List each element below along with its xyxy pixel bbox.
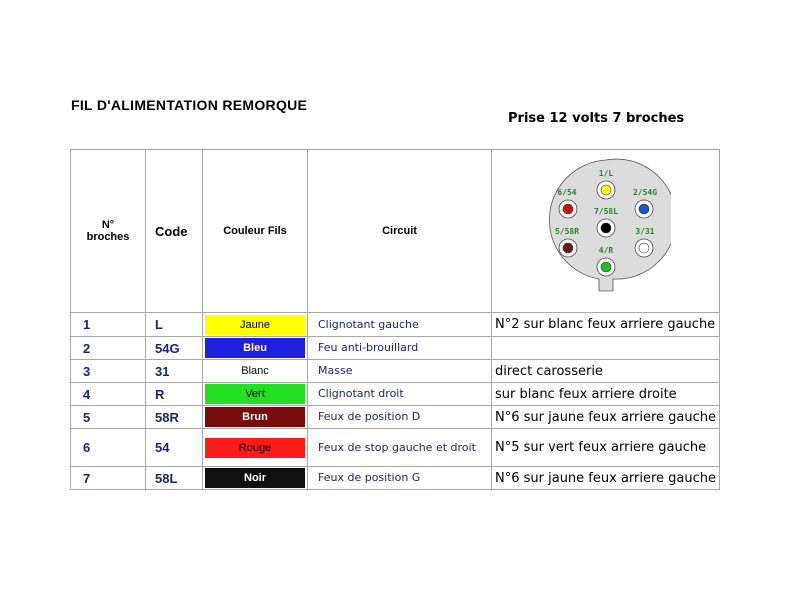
wire-color-swatch: Vert xyxy=(205,384,305,404)
circuit-name: Clignotant droit xyxy=(308,383,492,406)
pin-color xyxy=(563,204,573,214)
pin-color xyxy=(639,243,649,253)
wire-color-cell xyxy=(203,467,308,490)
wiring-note: N°2 sur blanc feux arriere gauche xyxy=(492,313,720,337)
wiring-note: direct carosserie xyxy=(492,360,720,383)
header-broches-line1: N° xyxy=(101,219,115,231)
pin-code: 54G xyxy=(146,337,203,360)
wire-color-swatch: Brun xyxy=(205,407,305,427)
wiring-note xyxy=(492,337,720,360)
pin-code: 58R xyxy=(146,406,203,429)
table-row xyxy=(71,467,720,490)
wire-color-cell xyxy=(203,383,308,406)
pin-color xyxy=(563,243,573,253)
pin-code: L xyxy=(146,313,203,337)
circuit-name: Feux de stop gauche et droit xyxy=(308,429,492,467)
pin-number: 6 xyxy=(71,429,146,467)
wiring-note: N°5 sur vert feux arriere gauche xyxy=(492,429,720,467)
table-row xyxy=(71,360,720,383)
connector-diagram xyxy=(541,156,671,304)
header-circuit: Circuit xyxy=(308,150,492,313)
header-broches xyxy=(71,150,146,313)
pin-code: R xyxy=(146,383,203,406)
pin-color xyxy=(601,185,611,195)
wiring-note: N°6 sur jaune feux arriere gauche xyxy=(492,467,720,490)
table-row xyxy=(71,383,720,406)
wire-color-cell xyxy=(203,337,308,360)
table-row xyxy=(71,337,720,360)
wire-color-swatch: Bleu xyxy=(205,338,305,358)
pin-label: 6/54 xyxy=(556,187,577,197)
circuit-name: Feux de position D xyxy=(308,406,492,429)
circuit-name: Feu anti-brouillard xyxy=(308,337,492,360)
pin-number: 3 xyxy=(71,360,146,383)
wiring-table xyxy=(70,149,720,490)
circuit-name: Clignotant gauche xyxy=(308,313,492,337)
pin-label: 4/R xyxy=(598,245,613,255)
table-row xyxy=(71,406,720,429)
pin-color xyxy=(639,204,649,214)
table-header-row xyxy=(71,150,720,313)
connector-diagram-cell xyxy=(492,150,720,313)
connector-subtitle: Prise 12 volts 7 broches xyxy=(508,111,685,126)
pin-label: 1/L xyxy=(598,168,613,178)
wire-color-swatch: Noir xyxy=(205,468,305,488)
circuit-name: Feux de position G xyxy=(308,467,492,490)
wire-color-swatch: Jaune xyxy=(205,315,305,335)
header-code: Code xyxy=(146,150,203,313)
wire-color-swatch: Rouge xyxy=(205,438,305,458)
table-row xyxy=(71,313,720,337)
pin-label: 2/54G xyxy=(632,187,657,197)
pin-label: 7/58L xyxy=(593,206,618,216)
wiring-note: N°6 sur jaune feux arriere gauche xyxy=(492,406,720,429)
pin-code: 54 xyxy=(146,429,203,467)
pin-code: 58L xyxy=(146,467,203,490)
circuit-name: Masse xyxy=(308,360,492,383)
wire-color-cell xyxy=(203,406,308,429)
wire-color-swatch: Blanc xyxy=(205,361,305,381)
pin-code: 31 xyxy=(146,360,203,383)
header-couleur: Couleur Fils xyxy=(203,150,308,313)
wiring-note: sur blanc feux arriere droite xyxy=(492,383,720,406)
page-title: FIL D'ALIMENTATION REMORQUE xyxy=(71,97,308,113)
pin-number: 1 xyxy=(71,313,146,337)
wire-color-cell xyxy=(203,313,308,337)
pin-label: 5/58R xyxy=(554,226,579,236)
pin-number: 7 xyxy=(71,467,146,490)
pin-label: 3/31 xyxy=(634,226,655,236)
pin-number: 4 xyxy=(71,383,146,406)
wire-color-cell xyxy=(203,360,308,383)
header-broches-line2: broches xyxy=(86,231,130,243)
pin-color xyxy=(601,262,611,272)
pin-number: 2 xyxy=(71,337,146,360)
pin-number: 5 xyxy=(71,406,146,429)
pin-color xyxy=(601,223,611,233)
wire-color-cell xyxy=(203,429,308,467)
table-row xyxy=(71,429,720,467)
